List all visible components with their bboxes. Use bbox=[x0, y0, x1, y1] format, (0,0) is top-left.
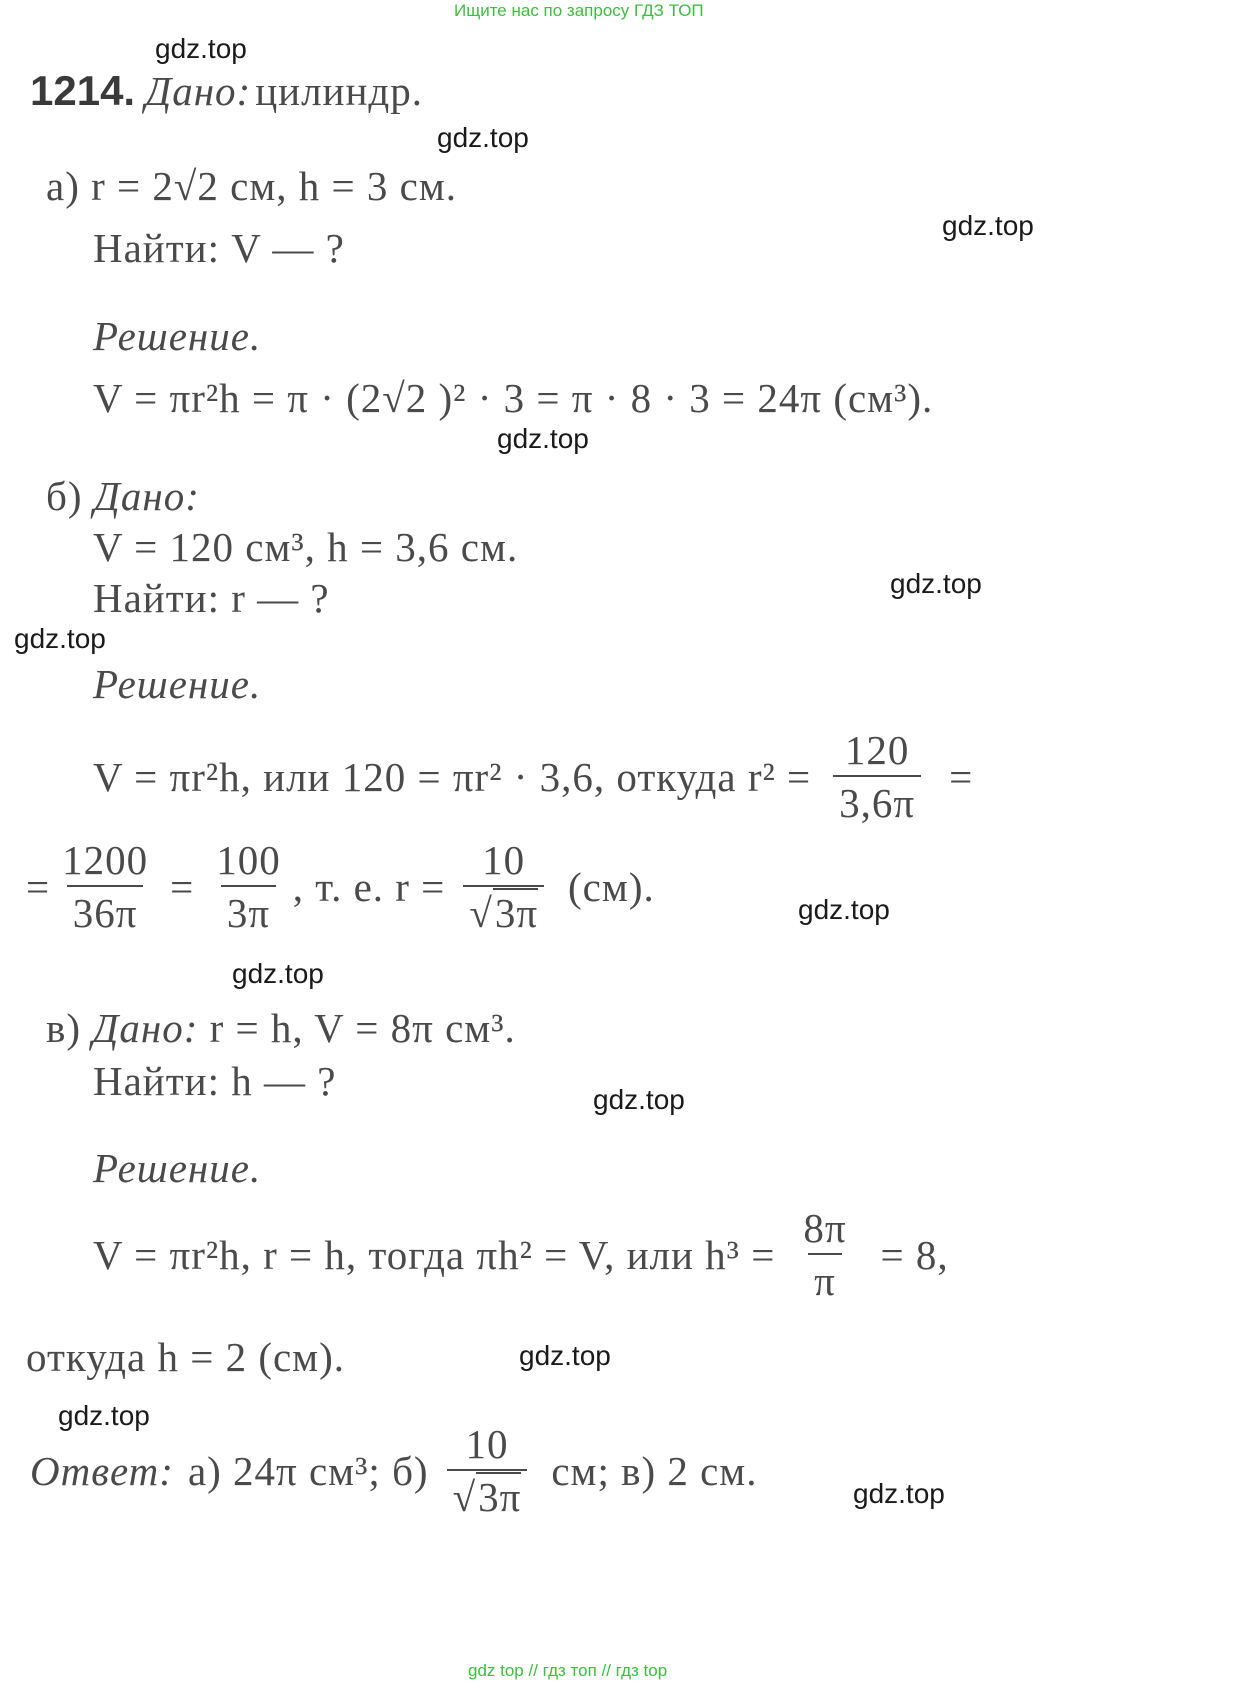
part-b-line1 bbox=[93, 727, 974, 826]
fraction bbox=[833, 727, 921, 826]
watermark: gdz.top bbox=[58, 1400, 150, 1431]
fraction bbox=[447, 1421, 528, 1520]
part-a-given bbox=[46, 163, 458, 209]
answer-part1: а) 24π см³; б) bbox=[187, 1447, 429, 1494]
answer-label: Ответ: bbox=[30, 1447, 174, 1494]
fraction-denominator: 3π bbox=[221, 885, 276, 934]
watermark: gdz.top bbox=[155, 33, 247, 64]
watermark: gdz.top bbox=[497, 423, 589, 454]
fraction-numerator: 100 bbox=[216, 837, 281, 883]
watermark: gdz.top bbox=[890, 568, 982, 599]
top-banner: Ищите нас по запросу ГДЗ ТОП bbox=[454, 1, 704, 20]
fraction-numerator: 10 bbox=[465, 1421, 509, 1467]
equals-sign: = bbox=[26, 863, 51, 910]
answer-line bbox=[30, 1421, 758, 1520]
problem-header bbox=[30, 67, 424, 114]
fraction-denominator: √3π bbox=[463, 885, 544, 934]
fraction bbox=[56, 837, 154, 936]
part-c-label: в) bbox=[46, 1005, 82, 1051]
part-b-given-label: Дано: bbox=[93, 473, 200, 519]
part-c-given-label: Дано: bbox=[92, 1005, 199, 1051]
part-b-given-eq: V = 120 см³, h = 3,6 см. bbox=[93, 524, 519, 570]
part-b-label: б) bbox=[46, 473, 83, 519]
watermark: gdz.top bbox=[14, 623, 106, 654]
part-b-header bbox=[46, 473, 200, 519]
watermark: gdz.top bbox=[942, 210, 1034, 241]
part-a-solution-eq: V = πr²h = π · (2√2 )² · 3 = π · 8 · 3 = 24π (см³). bbox=[93, 375, 934, 421]
equals-sign: = bbox=[949, 753, 974, 800]
given-label: Дано: bbox=[145, 68, 252, 114]
answer-part2: см; в) 2 см. bbox=[551, 1447, 758, 1494]
part-c-header bbox=[46, 1005, 516, 1051]
problem-number: 1214. bbox=[30, 67, 136, 114]
sqrt-radicand: 3π bbox=[478, 1474, 522, 1520]
bottom-banner: gdz top // гдз топ // гдз top bbox=[468, 1661, 668, 1680]
part-a-label: а) bbox=[46, 163, 80, 209]
part-a-given-eq: r = 2√2 см, h = 3 см. bbox=[91, 163, 458, 209]
watermark: gdz.top bbox=[519, 1340, 611, 1371]
watermark: gdz.top bbox=[437, 122, 529, 153]
part-c-find: Найти: h — ? bbox=[93, 1058, 337, 1104]
sqrt-radicand: 3π bbox=[494, 890, 539, 936]
part-c-line1-text: V = πr²h, r = h, тогда πh² = V, или h³ = bbox=[93, 1231, 776, 1278]
equals-sign: = bbox=[170, 863, 195, 910]
unit: (см). bbox=[568, 863, 655, 910]
fraction bbox=[210, 837, 287, 936]
part-c-solution-label: Решение. bbox=[93, 1145, 262, 1191]
watermark: gdz.top bbox=[853, 1478, 945, 1509]
fraction-denominator: √3π bbox=[447, 1469, 528, 1518]
part-a-solution-label: Решение. bbox=[93, 313, 262, 359]
part-c-line1 bbox=[93, 1205, 949, 1304]
watermark: gdz.top bbox=[232, 958, 324, 989]
part-c-line2: откуда h = 2 (см). bbox=[26, 1334, 346, 1380]
part-c-given-eq: r = h, V = 8π см³. bbox=[209, 1005, 516, 1051]
part-b-mid-text: , т. е. r = bbox=[292, 863, 446, 910]
fraction bbox=[797, 1205, 852, 1304]
watermark: gdz.top bbox=[593, 1084, 685, 1115]
fraction bbox=[463, 837, 544, 936]
part-c-line1-end: = 8, bbox=[880, 1231, 949, 1278]
fraction-numerator: 120 bbox=[844, 727, 910, 773]
given-text: цилиндр. bbox=[255, 68, 424, 114]
fraction-numerator: 10 bbox=[482, 837, 526, 883]
fraction-numerator: 8π bbox=[803, 1205, 847, 1251]
part-b-line1-text: V = πr²h, или 120 = πr² · 3,6, откуда r² = bbox=[93, 753, 812, 800]
part-b-line2 bbox=[26, 837, 655, 936]
watermark: gdz.top bbox=[798, 894, 890, 925]
fraction-denominator: 3,6π bbox=[833, 775, 921, 824]
part-a-find: Найти: V — ? bbox=[93, 225, 345, 271]
fraction-denominator: 36π bbox=[67, 885, 144, 934]
part-b-find: Найти: r — ? bbox=[93, 575, 330, 621]
part-b-solution-label: Решение. bbox=[93, 661, 262, 707]
fraction-denominator: π bbox=[808, 1253, 842, 1302]
fraction-numerator: 1200 bbox=[62, 837, 149, 883]
